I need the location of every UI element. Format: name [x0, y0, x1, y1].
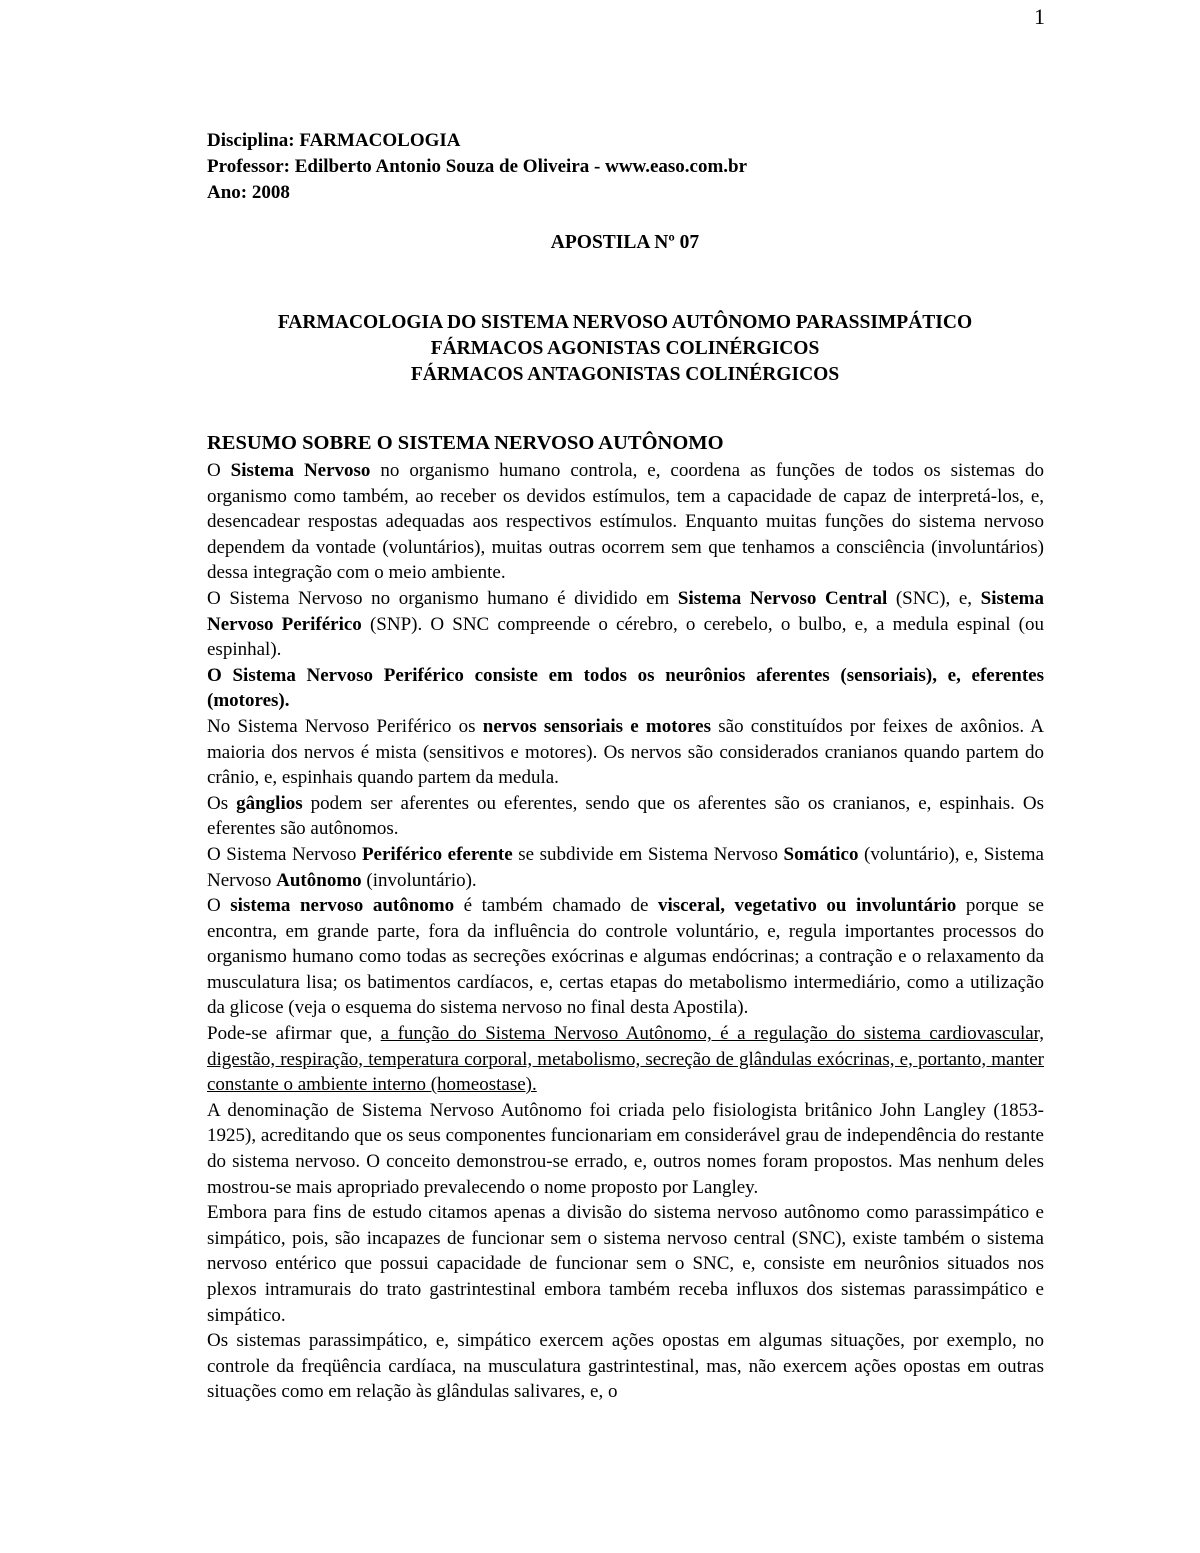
- bold-paragraph: O Sistema Nervoso Periférico consiste em todos os neurônios aferentes (sensoriais), e, eferentes (motores).: [207, 664, 1044, 712]
- text-run: é também chamado de: [454, 895, 658, 917]
- text-run: O: [207, 460, 231, 481]
- text-run: Pode-se afirmar que,: [207, 1023, 381, 1045]
- bold-term: visceral, vegetativo ou involuntário: [658, 895, 957, 917]
- text-run: No Sistema Nervoso Periférico os: [207, 715, 483, 737]
- text-run: são constituídos por feixes de axônios. A maioria dos nervos é mista (sensitivos e motores). Os nervos são considerados cranianos quando partem do crânio, e, espinhais quando partem da medula.: [207, 715, 1044, 789]
- paragraph: [207, 842, 1044, 893]
- paragraph: [207, 663, 1044, 714]
- discipline-line: Disciplina: FARMACOLOGIA: [207, 130, 461, 151]
- text-run: O Sistema Nervoso: [207, 843, 362, 865]
- document-header: [207, 128, 747, 206]
- bold-term: Sistema Nervoso Central: [677, 587, 888, 609]
- paragraph: [207, 714, 1044, 791]
- bold-term: sistema nervoso autônomo: [230, 895, 455, 917]
- paragraph: [207, 586, 1044, 663]
- text-run: (SNC), e,: [887, 587, 981, 609]
- paragraph: Embora para fins de estudo citamos apenas a divisão do sistema nervoso autônomo como parassimpático e simpático, pois, são incapazes de funcionar sem o sistema nervoso central (SNC), existe também o sistema nervoso entérico que possui capacidade de funcionar sem o SNC, e, consiste em neurônios situados nos plexos intramurais do trato gastrintestinal embora também receba influxos dos sistemas parassimpático e simpático.: [207, 1202, 1044, 1326]
- bold-term: Periférico eferente: [361, 843, 513, 865]
- bold-term: Somático: [783, 843, 859, 865]
- bold-term: Autônomo: [276, 869, 362, 891]
- apostila-number: APOSTILA Nº 07: [550, 232, 700, 253]
- bold-term: gânglios: [236, 792, 303, 814]
- year-line: Ano: 2008: [207, 182, 290, 203]
- bold-term: Sistema Nervoso Periférico: [207, 587, 1044, 635]
- text-run: (SNP). O SNC compreende o cérebro, o cerebelo, o bulbo, e, a medula espinal (ou espinhal).: [207, 613, 1045, 661]
- text-run: Os: [207, 792, 237, 814]
- bold-term: Sistema Nervoso: [230, 460, 371, 481]
- page-number: 1: [1034, 4, 1045, 29]
- title-line: FARMACOLOGIA DO SISTEMA NERVOSO AUTÔNOMO PARASSIMPÁTICO: [277, 312, 973, 333]
- professor-line: Professor: Edilberto Antonio Souza de Oliveira - www.easo.com.br: [207, 156, 748, 177]
- document-titles: [0, 310, 1200, 388]
- section-heading: RESUMO SOBRE O SISTEMA NERVOSO AUTÔNOMO: [207, 432, 724, 454]
- paragraph: [207, 1021, 1044, 1098]
- bold-term: nervos sensoriais e motores: [482, 715, 711, 737]
- paragraph: [207, 458, 1044, 586]
- text-run: no organismo humano controla, e, coordena as funções de todos os sistemas do organismo como também, ao receber os devidos estímulos, tem a capacidade de capaz de interpretá-los, e, desencadear respostas adequadas aos respectivos estímulos. Enquanto muitas funções do sistema nervoso dependem da vontade (voluntários), muitas outras ocorrem sem que tenhamos a consciência (involuntários) dessa integração com o meio ambiente.: [207, 460, 1044, 584]
- body-text: [207, 458, 1044, 1405]
- title-line: FÁRMACOS ANTAGONISTAS COLINÉRGICOS: [410, 364, 840, 385]
- title-line: FÁRMACOS AGONISTAS COLINÉRGICOS: [430, 338, 820, 359]
- text-run: porque se encontra, em grande parte, fora da influência do controle voluntário, e, regula importantes processos do organismo humano como todas as secreções exócrinas e algumas endócrinas; a contração e o relaxamento da musculatura lisa; os batimentos cardíacos, e, certas etapas do metabolismo intermediário, como a utilização da glicose (veja o esquema do sistema nervoso no final desta Apostila).: [207, 895, 1044, 1019]
- text-run: O: [207, 895, 231, 917]
- text-run: (voluntário), e, Sistema Nervoso: [207, 843, 1044, 891]
- text-run: O Sistema Nervoso no organismo humano é dividido em: [207, 587, 678, 609]
- paragraph: [207, 791, 1044, 842]
- text-run: podem ser aferentes ou eferentes, sendo que os aferentes são os cranianos, e, espinhais. Os eferentes são autônomos.: [207, 792, 1044, 840]
- paragraph: Os sistemas parassimpático, e, simpático exercem ações opostas em algumas situações, por exemplo, no controle da freqüência cardíaca, na musculatura gastrintestinal, mas, não exercem ações opostas em outras situações como em relação às glândulas salivares, e, o: [207, 1330, 1044, 1403]
- text-run: se subdivide em Sistema Nervoso: [512, 843, 784, 865]
- underlined-text: a função do Sistema Nervoso Autônomo, é a regulação do sistema cardiovascular, digestão, respiração, temperatura corporal, metabolismo, secreção de glândulas exócrinas, e, portanto, manter constante o ambiente interno (homeostase).: [207, 1023, 1044, 1096]
- paragraph: [207, 893, 1044, 1021]
- paragraph: A denominação de Sistema Nervoso Autônomo foi criada pelo fisiologista britânico John Langley (1853-1925), acreditando que os seus componentes funcionariam em considerável grau de independência do restante do sistema nervoso. O conceito demonstrou-se errado, e, outros nomes foram propostos. Mas nenhum deles mostrou-se mais apropriado prevalecendo o nome proposto por Langley.: [207, 1099, 1044, 1198]
- text-run: (involuntário).: [361, 869, 477, 891]
